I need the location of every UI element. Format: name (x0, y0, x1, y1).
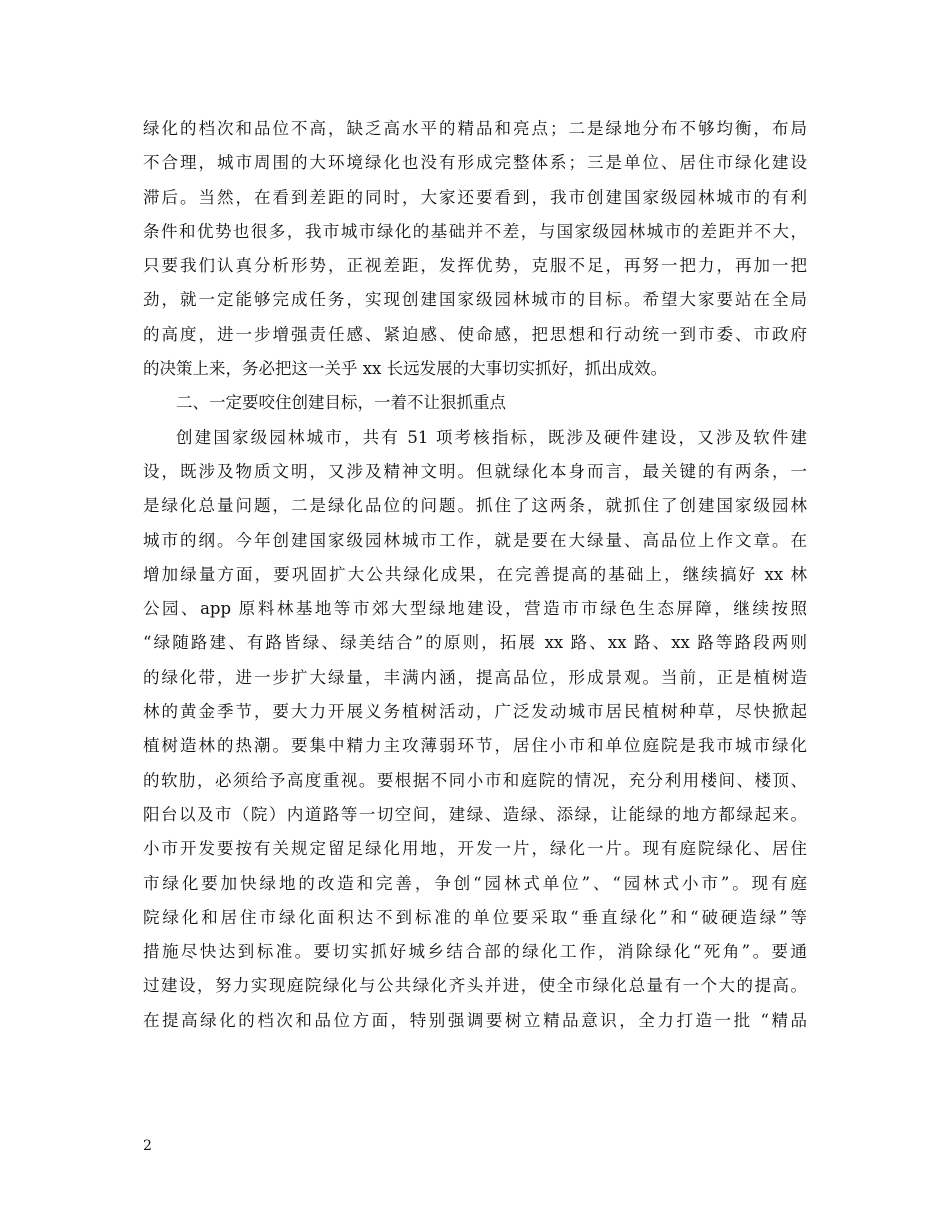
text-line: 的软肋，必须给予高度重视。要根据不同小市和庭院的情况，充分利用楼间、楼顶、 (143, 770, 807, 790)
text-line: 院绿化和居住市绿化面积达不到标准的单位要采取“垂直绿化”和“破硬造绿”等 (143, 907, 807, 927)
text-line: 阳台以及市（院）内道路等一切空间，建绿、造绿、添绿，让能绿的地方都绿起来。 (143, 804, 807, 824)
text-line: 林的黄金季节，要大力开展义务植树活动，广泛发动城市居民植树种草，尽快掀起 (143, 702, 807, 722)
text-line: 公园、app 原料林基地等市郊大型绿地建设，营造市市绿色生态屏障，继续按照 (143, 599, 807, 619)
text-line: “绿随路建、有路皆绿、绿美结合”的原则，拓展 xx 路、xx 路、xx 路等路段两则 (143, 633, 807, 653)
text-line: 增加绿量方面，要巩固扩大公共绿化成果，在完善提高的基础上，继续搞好 xx 林 (143, 564, 807, 584)
text-line: 不合理，城市周围的大环境绿化也没有形成完整体系；三是单位、居住市绿化建设 (143, 153, 807, 173)
text-line: 的决策上来，务必把这一关乎 xx 长远发展的大事切实抓好，抓出成效。 (143, 359, 668, 379)
text-line: 的高度，进一步增强责任感、紧迫感、使命感，把思想和行动统一到市委、市政府 (143, 324, 807, 344)
text-line: 的绿化带，进一步扩大绿量，丰满内涵，提高品位，形成景观。当前，正是植树造 (143, 667, 807, 687)
text-line: 条件和优势也很多，我市城市绿化的基础并不差，与国家级园林城市的差距并不大， (143, 221, 807, 241)
text-line: 市绿化要加快绿地的改造和完善，争创“园林式单位”、“园林式小市”。现有庭 (143, 873, 807, 893)
text-line: 设，既涉及物质文明，又涉及精神文明。但就绿化本身而言，最关键的有两条，一 (143, 461, 807, 481)
text-line: 城市的纲。今年创建国家级园林城市工作，就是要在大绿量、高品位上作文章。在 (143, 530, 807, 550)
text-line: 劲，就一定能够完成任务，实现创建国家级园林城市的目标。希望大家要站在全局 (143, 290, 807, 310)
text-line: 绿化的档次和品位不高，缺乏高水平的精品和亮点；二是绿地分布不够均衡，布局 (143, 119, 807, 138)
text-line: 创建国家级园林城市，共有 51 项考核指标，既涉及硬件建设，又涉及软件建 (176, 427, 807, 447)
body-text (143, 112, 807, 1038)
page-number: 2 (143, 1138, 152, 1154)
text-line: 措施尽快达到标准。要切实抓好城乡结合部的绿化工作，消除绿化“死角”。要通 (143, 942, 807, 962)
text-line: 植树造林的热潮。要集中精力主攻薄弱环节，居住小市和单位庭院是我市城市绿化 (143, 736, 807, 756)
text-line: 是绿化总量问题，二是绿化品位的问题。抓住了这两条，就抓住了创建国家级园林 (143, 496, 807, 516)
text-line: 二、一定要咬住创建目标，一着不让狠抓重点 (176, 393, 506, 413)
text-line: 小市开发要按有关规定留足绿化用地，开发一片，绿化一片。现有庭院绿化、居住 (143, 839, 807, 859)
text-line: 滞后。当然，在看到差距的同时，大家还要看到，我市创建国家级园林城市的有利 (143, 187, 807, 207)
text-line: 只要我们认真分析形势，正视差距，发挥优势，克服不足，再努一把力，再加一把 (143, 256, 807, 276)
text-line: 在提高绿化的档次和品位方面，特别强调要树立精品意识，全力打造一批 “精品 (143, 1010, 807, 1030)
text-line: 过建设，努力实现庭院绿化与公共绿化齐头并进，使全市绿化总量有一个大的提高。 (143, 976, 807, 996)
